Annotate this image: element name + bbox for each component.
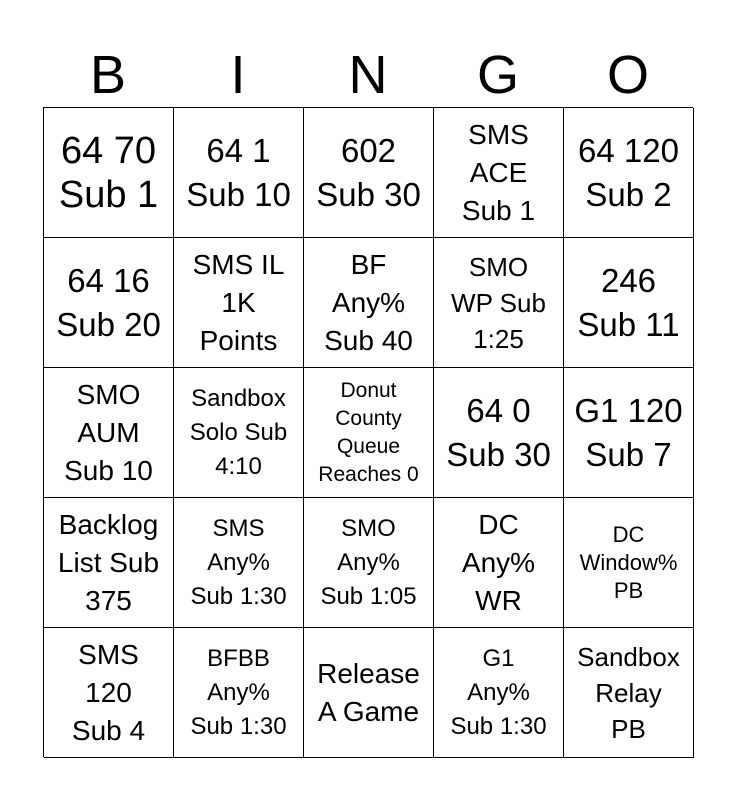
bingo-cell-r1-c4[interactable] (434, 108, 564, 238)
bingo-cell-r4-c1[interactable] (44, 498, 174, 628)
cell-label: SMO AUM Sub 10 (64, 378, 153, 486)
bingo-cell-r2-c5[interactable] (564, 238, 694, 368)
cell-label: 602 Sub 30 (316, 131, 421, 213)
bingo-cell-r2-c3[interactable] (304, 238, 434, 368)
header-letter-b: B (89, 45, 127, 105)
cell-label: SMS 120 Sub 4 (71, 638, 146, 746)
bingo-cell-r5-c5[interactable] (564, 628, 694, 758)
bingo-cell-r3-c3[interactable] (304, 368, 434, 498)
cell-label: 64 0 Sub 30 (446, 391, 551, 473)
bingo-cell-r1-c3[interactable] (304, 108, 434, 238)
cell-label: G1 120 Sub 7 (574, 391, 683, 473)
cell-label: 246 Sub 11 (577, 261, 680, 343)
bingo-cell-r2-c2[interactable] (174, 238, 304, 368)
bingo-cell-r5-c4[interactable] (434, 628, 564, 758)
cell-label: SMO Any% Sub 1:05 (320, 514, 417, 610)
cell-label: Sandbox Relay PB (577, 641, 680, 744)
bingo-cell-r3-c4[interactable] (434, 368, 564, 498)
cell-label: DC Any% WR (461, 508, 536, 616)
cell-label: SMS Any% Sub 1:30 (190, 514, 287, 610)
bingo-card-grid (43, 107, 693, 757)
bingo-cell-r1-c2[interactable] (174, 108, 304, 238)
cell-label: Donut County Queue Reaches 0 (318, 378, 419, 486)
header-letter-o: O (606, 45, 649, 105)
bingo-header (43, 44, 693, 106)
bingo-cell-r3-c1[interactable] (44, 368, 174, 498)
bingo-cell-r4-c4[interactable] (434, 498, 564, 628)
cell-label: SMS IL 1K Points (192, 248, 285, 356)
bingo-cell-r2-c1[interactable] (44, 238, 174, 368)
cell-label: Backlog List Sub 375 (57, 508, 160, 616)
cell-label: Release A Game (317, 657, 420, 727)
cell-label: BF Any% Sub 40 (324, 248, 413, 356)
cell-label: 64 16 Sub 20 (56, 261, 161, 343)
cell-label: G1 Any% Sub 1:30 (450, 644, 547, 740)
cell-label: 64 120 Sub 2 (578, 131, 679, 213)
header-letter-i: I (230, 45, 246, 105)
cell-label: Sandbox Solo Sub 4:10 (189, 384, 288, 480)
bingo-cell-r5-c1[interactable] (44, 628, 174, 758)
cell-label: BFBB Any% Sub 1:30 (190, 644, 287, 740)
bingo-cell-r1-c1[interactable] (44, 108, 174, 238)
bingo-cell-r5-c3[interactable] (304, 628, 434, 758)
cell-label: SMS ACE Sub 1 (461, 118, 536, 226)
bingo-cell-r5-c2[interactable] (174, 628, 304, 758)
bingo-cell-r1-c5[interactable] (564, 108, 694, 238)
bingo-cell-r4-c2[interactable] (174, 498, 304, 628)
cell-label: SMO WP Sub 1:25 (451, 251, 546, 354)
header-letter-n: N (348, 45, 388, 105)
bingo-cell-r4-c5[interactable] (564, 498, 694, 628)
bingo-cell-r3-c5[interactable] (564, 368, 694, 498)
bingo-cell-r3-c2[interactable] (174, 368, 304, 498)
bingo-cell-r4-c3[interactable] (304, 498, 434, 628)
cell-label: DC Window% PB (579, 521, 678, 603)
cell-label: 64 70 Sub 1 (58, 129, 159, 216)
cell-label: 64 1 Sub 10 (186, 131, 291, 213)
bingo-cell-r2-c4[interactable] (434, 238, 564, 368)
header-letter-g: G (476, 45, 519, 105)
